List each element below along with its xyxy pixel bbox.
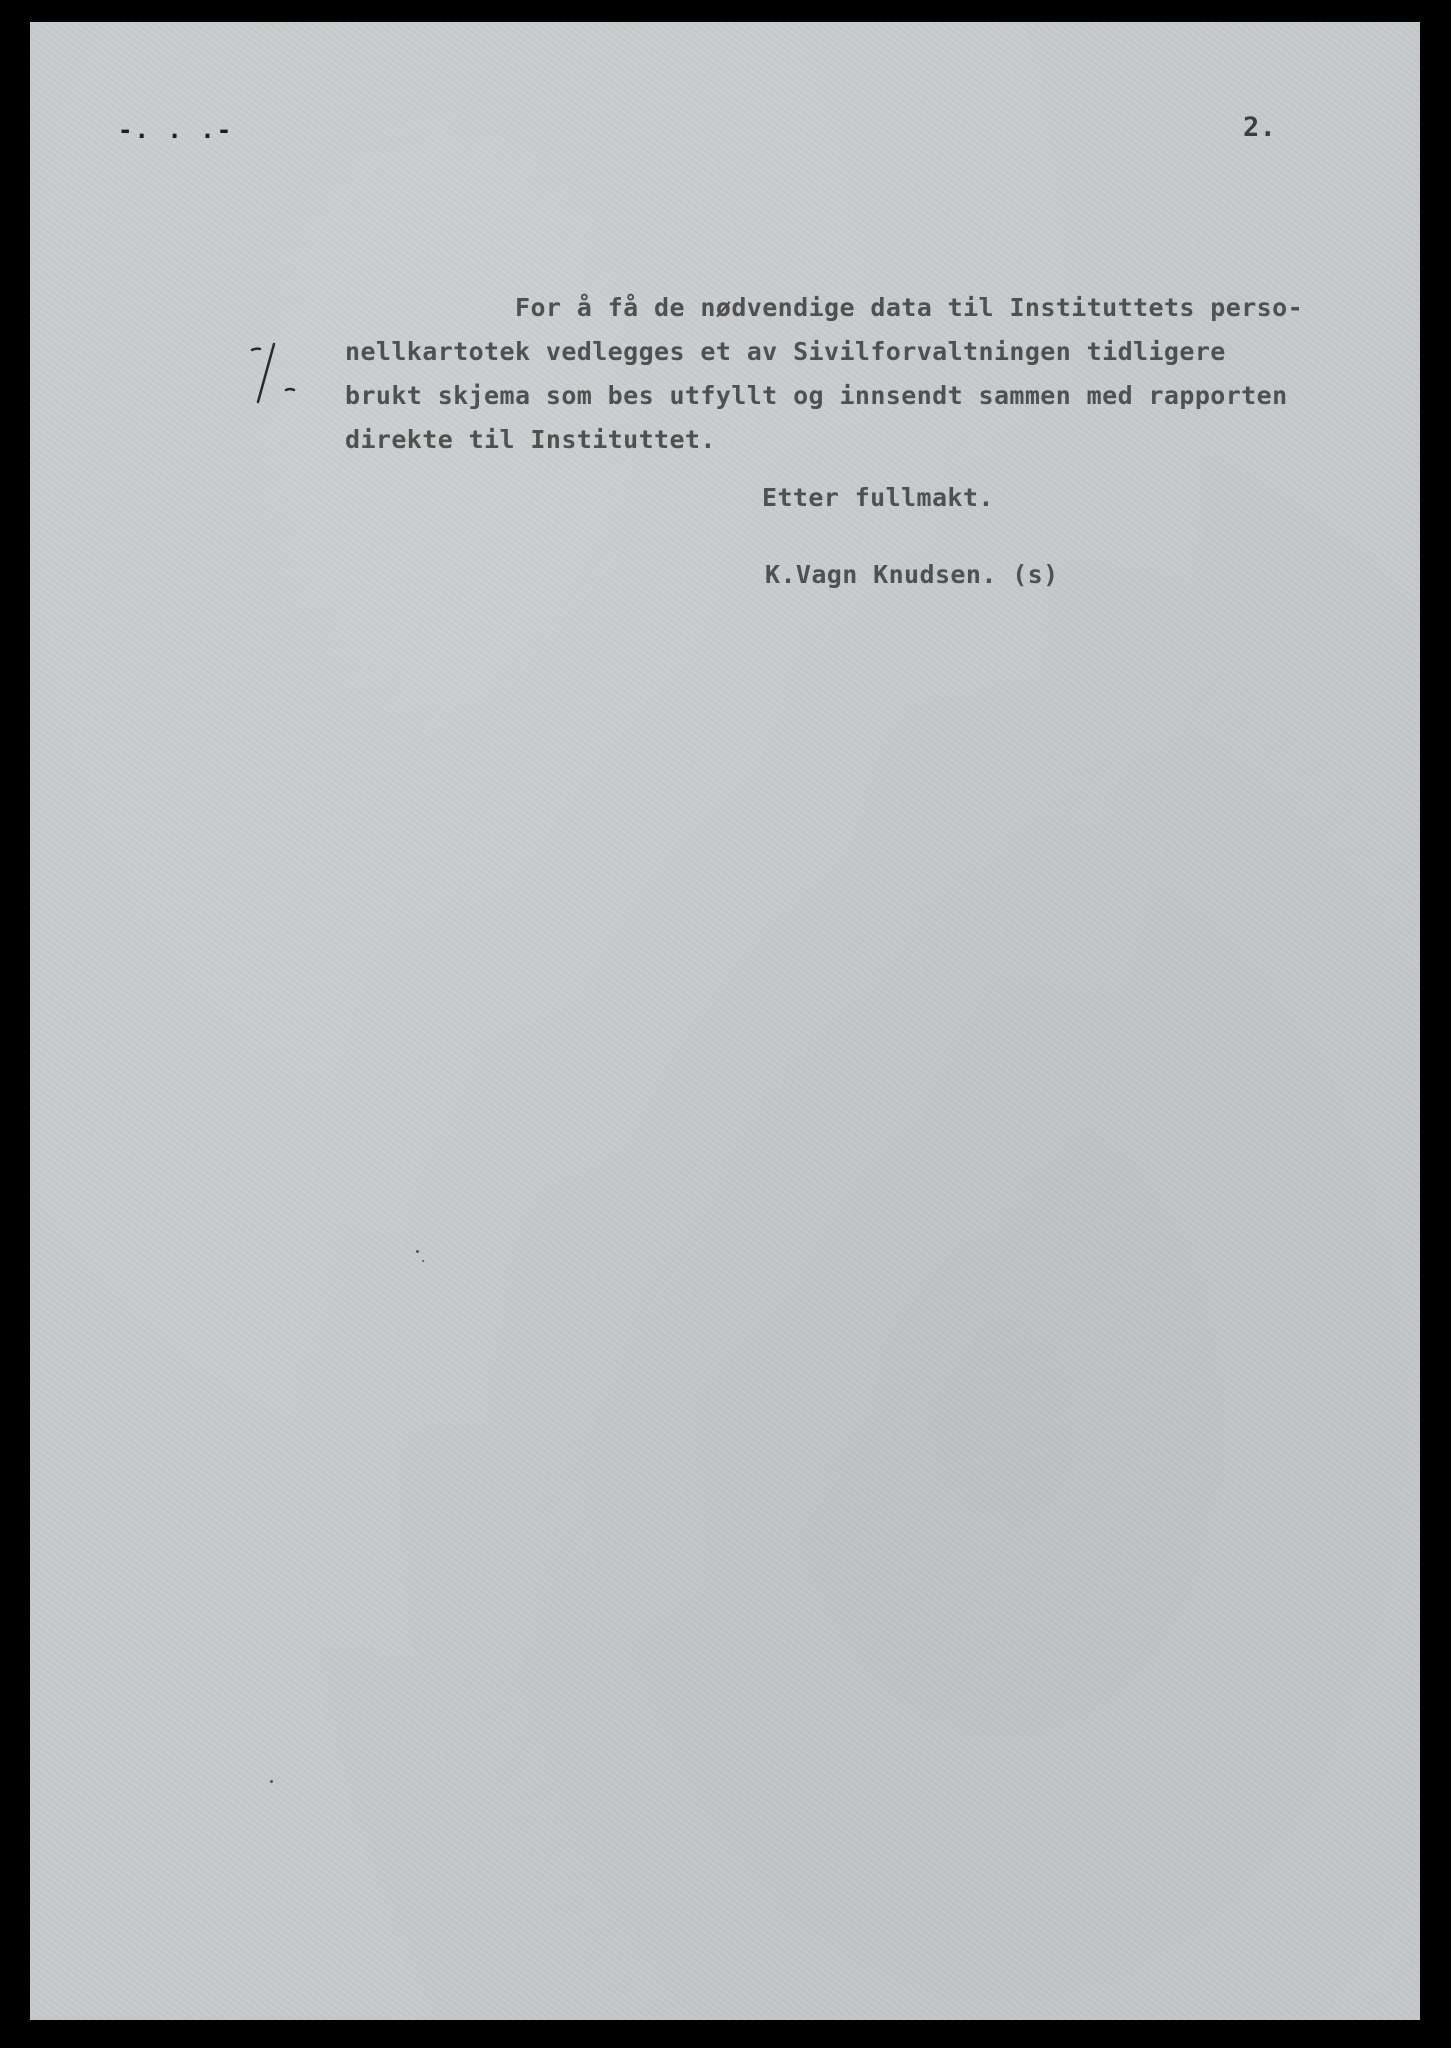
body-line-4: direkte til Instituttet. xyxy=(345,425,716,454)
closing-text: Etter fullmakt. xyxy=(762,483,994,512)
paper-speck xyxy=(270,1780,273,1783)
page-number: 2. xyxy=(1243,112,1277,143)
signature-line: K.Vagn Knudsen. (s) xyxy=(765,560,1059,589)
body-line-2: nellkartotek vedlegges et av Sivilforvaltningen tidligere xyxy=(345,337,1226,366)
paper-speck xyxy=(422,1260,424,1262)
paper-speck xyxy=(416,1250,419,1253)
body-line-3: brukt skjema som bes utfyllt og innsendt sammen med rapporten xyxy=(345,381,1288,410)
document-page xyxy=(30,22,1420,2020)
margin-annotation-mark xyxy=(248,340,308,410)
header-mark: -. . .- xyxy=(118,116,234,144)
body-line-1: For å få de nødvendige data til Instituttets perso- xyxy=(515,293,1304,322)
